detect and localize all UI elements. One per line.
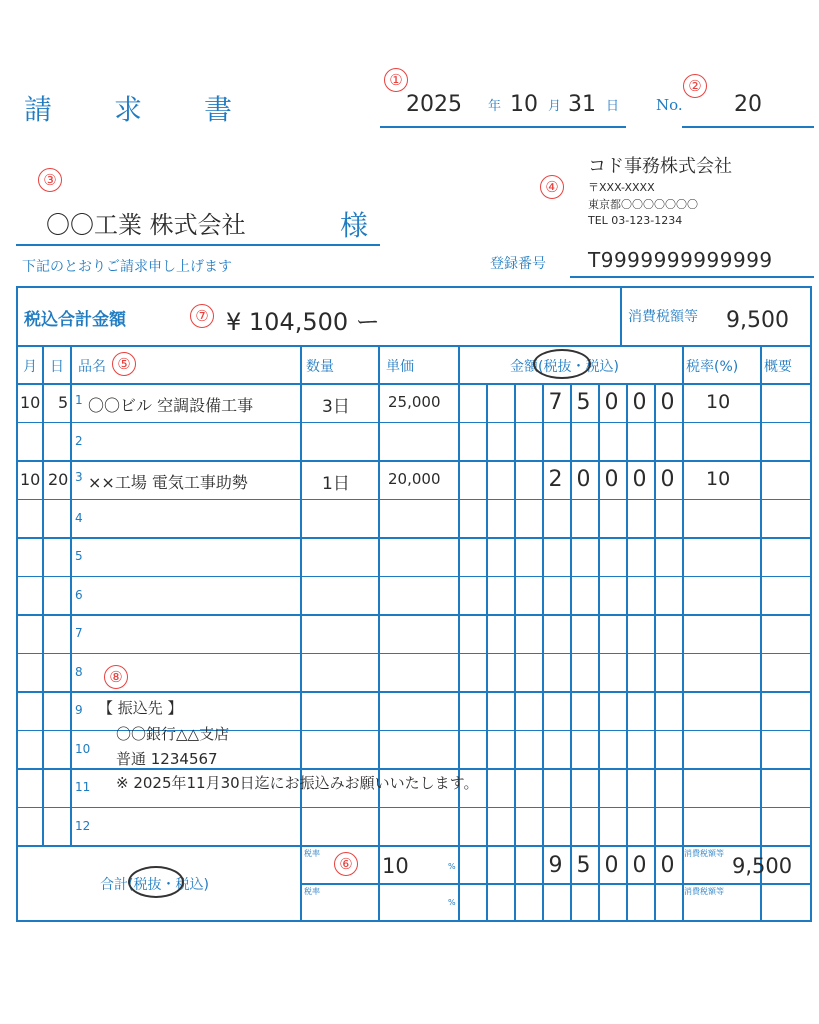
row-amount-digit: 2 bbox=[548, 467, 563, 492]
sum-digit: 9 bbox=[548, 853, 563, 878]
callout-1: ① bbox=[384, 68, 408, 92]
row-amount-digit: 0 bbox=[660, 390, 675, 415]
row-tax-rate: 10 bbox=[706, 391, 731, 413]
issuer-name: コド事務株式会社 bbox=[588, 156, 732, 177]
sum-sep: ・ bbox=[161, 877, 176, 893]
column-line bbox=[300, 346, 302, 922]
row-line bbox=[16, 691, 812, 693]
row-number: 6 bbox=[75, 587, 83, 602]
percent-1: % bbox=[448, 862, 456, 871]
issuer-postal: 〒XXX-XXXX bbox=[588, 181, 655, 194]
row-day: 20 bbox=[48, 470, 69, 489]
column-line bbox=[654, 383, 656, 922]
recipient-honorific: 様 bbox=[340, 209, 369, 242]
row-number: 7 bbox=[75, 626, 83, 640]
registration-label: 登録番号 bbox=[490, 256, 546, 272]
callout-3: ③ bbox=[38, 168, 62, 192]
row-amount-digit: 7 bbox=[548, 390, 563, 415]
footer-mid-line bbox=[300, 883, 812, 885]
callout-2: ② bbox=[683, 74, 707, 98]
totals-bottom-line bbox=[16, 345, 812, 347]
row-number: 2 bbox=[75, 433, 83, 448]
row-tax-rate: 10 bbox=[706, 468, 731, 490]
column-line bbox=[514, 383, 516, 922]
rate-label-2: 税率 bbox=[304, 887, 320, 896]
footer-tax-value-1: 9,500 bbox=[732, 854, 793, 878]
col-month: 月 bbox=[23, 359, 37, 375]
request-note: 下記のとおりご請求申し上げます bbox=[22, 259, 232, 275]
column-line bbox=[70, 346, 72, 845]
row-line bbox=[16, 460, 812, 462]
sum-tax-excluded-circle bbox=[128, 866, 184, 898]
tax-divider bbox=[620, 287, 622, 345]
row-amount-digit: 0 bbox=[576, 467, 591, 492]
date-day: 31 bbox=[568, 92, 596, 117]
callout-4: ④ bbox=[540, 175, 564, 199]
issuer-address: 東京都〇〇〇〇〇〇〇 bbox=[588, 198, 698, 211]
recipient-underline bbox=[16, 244, 380, 246]
recipient-name: 〇〇工業 株式会社 bbox=[46, 211, 246, 239]
callout-8: ⑧ bbox=[104, 665, 128, 689]
row-number: 3 bbox=[75, 470, 83, 484]
row-line bbox=[16, 576, 812, 578]
date-month: 10 bbox=[510, 92, 538, 117]
bank-name: 〇〇銀行△△支店 bbox=[116, 725, 230, 743]
row-amount-digit: 5 bbox=[576, 390, 591, 415]
row-day: 5 bbox=[58, 393, 69, 412]
footer-tax-label-2: 消費税額等 bbox=[684, 887, 724, 896]
col-day: 日 bbox=[50, 359, 64, 375]
row-amount-digit: 0 bbox=[660, 467, 675, 492]
row-amount-digit: 0 bbox=[604, 390, 619, 415]
date-year-unit: 年 bbox=[488, 99, 502, 114]
sum-digit: 0 bbox=[660, 853, 675, 878]
registration-number: T9999999999999 bbox=[588, 248, 773, 272]
callout-7: ⑦ bbox=[190, 304, 214, 328]
row-number: 4 bbox=[75, 510, 83, 525]
no-underline bbox=[682, 126, 814, 128]
column-line bbox=[760, 346, 762, 922]
sum-digit: 0 bbox=[632, 853, 647, 878]
callout-6: ⑥ bbox=[334, 852, 358, 876]
row-amount-digit: 0 bbox=[632, 390, 647, 415]
row-item-name: 〇〇ビル 空調設備工事 bbox=[88, 396, 254, 415]
col-amount-prefix: 金額( bbox=[510, 359, 544, 375]
sum-digit: 5 bbox=[576, 853, 591, 878]
column-line bbox=[570, 383, 572, 922]
tax-excluded-circle bbox=[533, 349, 591, 379]
col-item: 品名 bbox=[78, 359, 106, 375]
col-amount-sep: ・ bbox=[571, 359, 586, 375]
date-month-unit: 月 bbox=[548, 99, 562, 114]
col-tax-rate: 税率(%) bbox=[686, 359, 739, 375]
sum-ex: 税抜 bbox=[133, 877, 162, 893]
row-month: 10 bbox=[20, 393, 41, 412]
row-quantity: 3日 bbox=[322, 397, 350, 417]
column-line bbox=[42, 346, 44, 845]
callout-5: ⑤ bbox=[112, 352, 136, 376]
sum-prefix: 合計( bbox=[100, 877, 134, 893]
row-amount-digit: 0 bbox=[604, 467, 619, 492]
invoice-table bbox=[16, 286, 812, 922]
date-underline bbox=[380, 126, 626, 128]
total-label: 税込合計金額 bbox=[24, 310, 126, 330]
row-number: 8 bbox=[75, 664, 83, 679]
column-line bbox=[458, 346, 460, 922]
row-number: 10 bbox=[75, 741, 91, 756]
column-line bbox=[682, 346, 684, 922]
footer-tax-label-1: 消費税額等 bbox=[684, 849, 724, 858]
bank-heading: 【 振込先 】 bbox=[98, 699, 183, 717]
row-line bbox=[16, 537, 812, 539]
row-line bbox=[16, 653, 812, 655]
row-item-name: ××工場 電気工事助勢 bbox=[88, 473, 248, 492]
issuer-tel: TEL 03-123-1234 bbox=[588, 214, 683, 227]
col-amount-ex: 税抜 bbox=[543, 359, 572, 375]
row-month: 10 bbox=[20, 470, 41, 489]
row-number: 1 bbox=[75, 393, 83, 407]
row-line bbox=[16, 499, 812, 501]
column-line bbox=[486, 383, 488, 922]
column-line bbox=[598, 383, 600, 922]
invoice-title: 請 求 書 bbox=[24, 93, 235, 126]
row-line bbox=[16, 614, 812, 616]
invoice-no-value: 20 bbox=[734, 92, 762, 117]
row-number: 12 bbox=[75, 818, 91, 833]
tax-amount: 9,500 bbox=[726, 308, 789, 333]
row-number: 11 bbox=[75, 780, 91, 794]
column-line bbox=[378, 346, 380, 922]
total-amount: ¥ 104,500 ー bbox=[226, 308, 380, 336]
row-unit-price: 25,000 bbox=[388, 393, 441, 411]
col-amount-inc: 税込) bbox=[585, 359, 619, 375]
col-qty: 数量 bbox=[306, 359, 334, 375]
row-line bbox=[16, 422, 812, 424]
column-line bbox=[542, 383, 544, 922]
row-amount-digit: 0 bbox=[632, 467, 647, 492]
col-summary: 概要 bbox=[764, 359, 792, 375]
bank-account: 普通 1234567 bbox=[116, 750, 218, 768]
column-line bbox=[626, 383, 628, 922]
rate-value-1: 10 bbox=[382, 854, 409, 878]
bank-note: ※ 2025年11月30日迄にお振込みお願いいたします。 bbox=[116, 774, 479, 792]
rate-label-1: 税率 bbox=[304, 849, 320, 858]
percent-2: % bbox=[448, 898, 456, 907]
row-line bbox=[16, 807, 812, 809]
registration-underline bbox=[570, 276, 814, 278]
invoice-no-label: No. bbox=[656, 96, 683, 114]
sum-digit: 0 bbox=[604, 853, 619, 878]
row-number: 9 bbox=[75, 703, 83, 717]
header-bottom-line bbox=[16, 383, 812, 385]
date-day-unit: 日 bbox=[606, 99, 620, 114]
date-year: 2025 bbox=[406, 92, 462, 117]
tax-label: 消費税額等 bbox=[628, 309, 698, 325]
col-unit-price: 単価 bbox=[386, 359, 414, 375]
sum-inc: 税込) bbox=[175, 877, 209, 893]
row-quantity: 1日 bbox=[322, 474, 350, 494]
row-number: 5 bbox=[75, 549, 83, 563]
row-unit-price: 20,000 bbox=[388, 470, 441, 488]
